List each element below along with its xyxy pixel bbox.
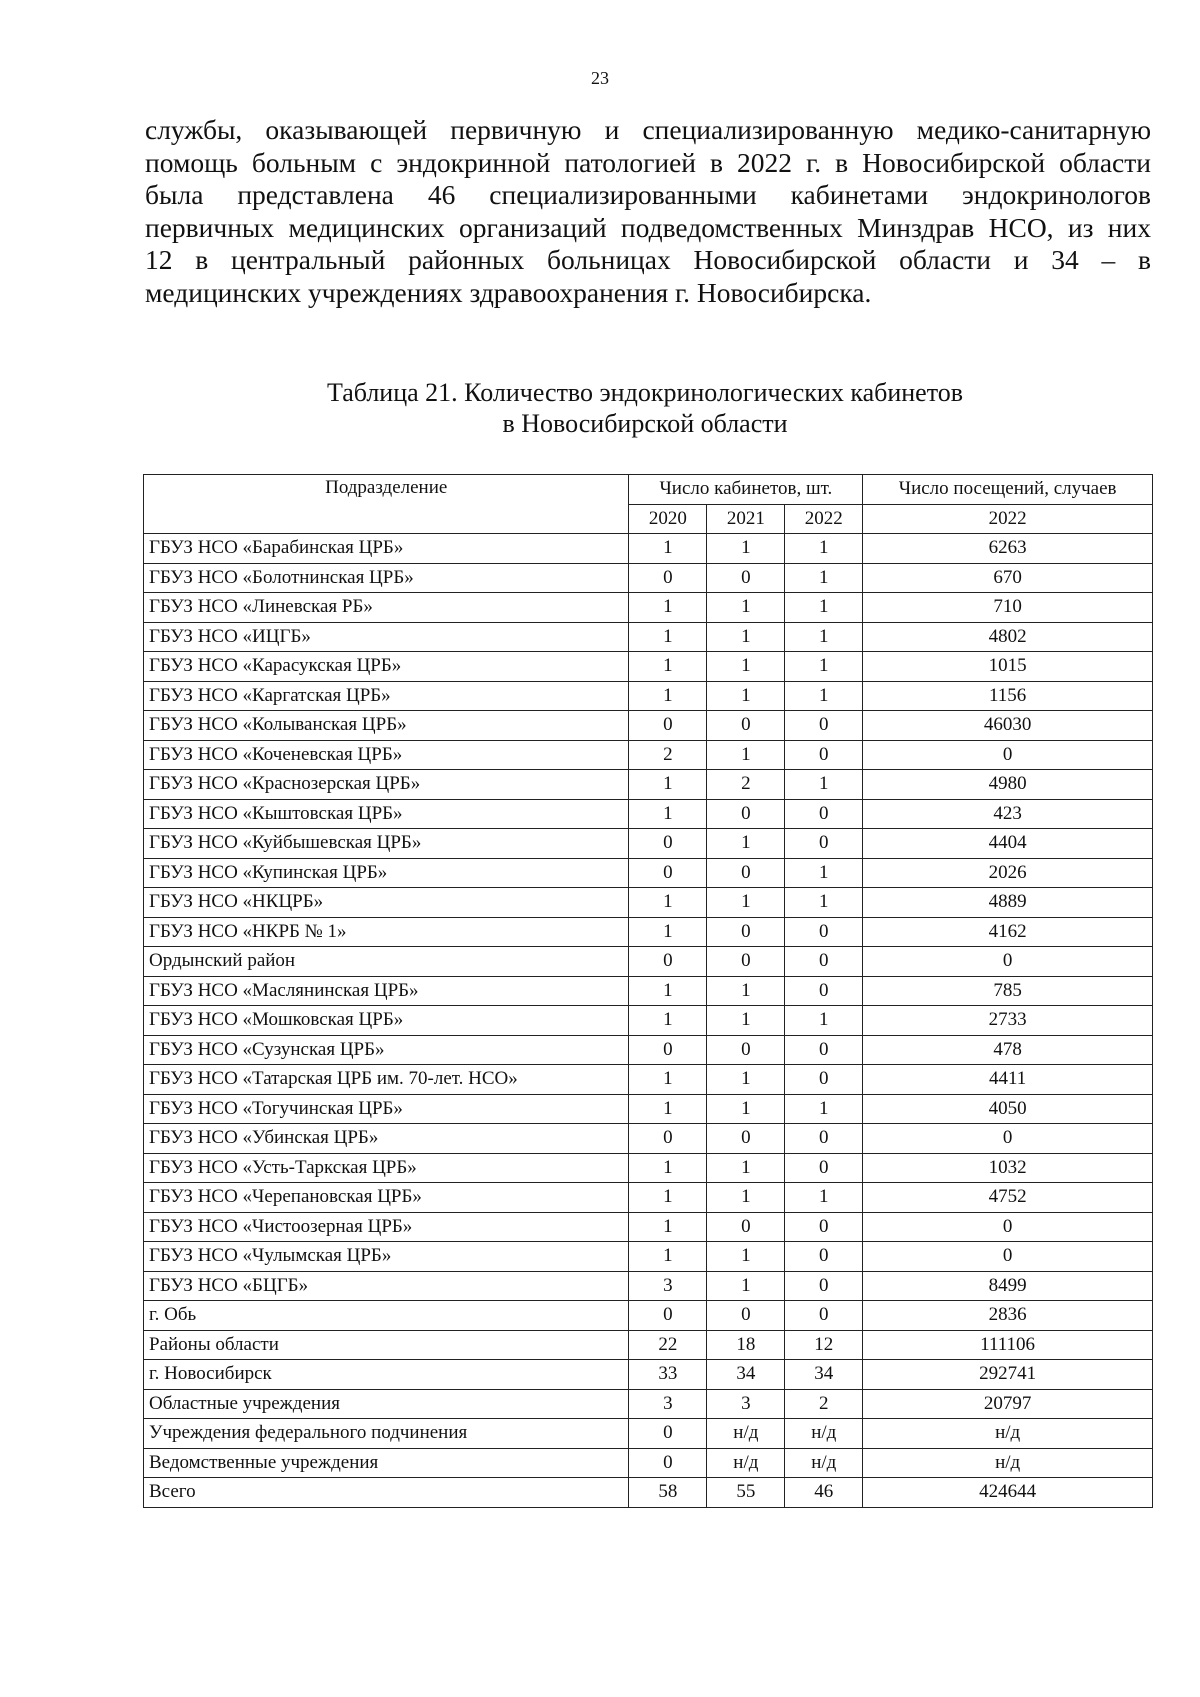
table-row: [144, 1094, 1153, 1124]
table-row: [144, 947, 1153, 977]
cell-2022: 1: [785, 534, 863, 564]
caption-line-2: в Новосибирской области: [502, 409, 788, 438]
table-row: [144, 652, 1153, 682]
cell-2022: н/д: [785, 1448, 863, 1478]
table-row: [144, 681, 1153, 711]
cell-division: Учреждения федерального подчинения: [144, 1419, 629, 1449]
cell-2020: 0: [629, 1419, 707, 1449]
table-row: [144, 711, 1153, 741]
cell-visits: 670: [863, 563, 1153, 593]
cell-2020: 1: [629, 1212, 707, 1242]
cell-2021: 1: [707, 740, 785, 770]
table-row: [144, 593, 1153, 623]
cell-division: ГБУЗ НСО «Болотнинская ЦРБ»: [144, 563, 629, 593]
cell-2021: 0: [707, 1301, 785, 1331]
cell-visits: 4162: [863, 917, 1153, 947]
cell-visits: 6263: [863, 534, 1153, 564]
cell-visits: 4752: [863, 1183, 1153, 1213]
cell-division: Районы области: [144, 1330, 629, 1360]
table-row: [144, 1330, 1153, 1360]
header-division: Подразделение: [144, 475, 629, 534]
cell-2020: 33: [629, 1360, 707, 1390]
cell-division: ГБУЗ НСО «Краснозерская ЦРБ»: [144, 770, 629, 800]
cabinets-table: [143, 474, 1153, 1508]
cell-2021: 0: [707, 1035, 785, 1065]
cell-division: Всего: [144, 1478, 629, 1508]
cell-division: ГБУЗ НСО «НКРБ № 1»: [144, 917, 629, 947]
cell-2020: 1: [629, 799, 707, 829]
table-row: [144, 534, 1153, 564]
table-row: [144, 799, 1153, 829]
cell-visits: 2026: [863, 858, 1153, 888]
cell-division: г. Новосибирск: [144, 1360, 629, 1390]
cell-visits: 710: [863, 593, 1153, 623]
cell-division: ГБУЗ НСО «НКЦРБ»: [144, 888, 629, 918]
cell-2022: 1: [785, 622, 863, 652]
table-row: [144, 1478, 1153, 1508]
cell-2020: 3: [629, 1271, 707, 1301]
cell-division: ГБУЗ НСО «Чистоозерная ЦРБ»: [144, 1212, 629, 1242]
cell-2022: 0: [785, 1271, 863, 1301]
cell-2022: 1: [785, 593, 863, 623]
cell-division: ГБУЗ НСО «Купинская ЦРБ»: [144, 858, 629, 888]
cell-2020: 1: [629, 770, 707, 800]
table-row: [144, 917, 1153, 947]
cell-2021: 0: [707, 563, 785, 593]
cell-2021: 1: [707, 829, 785, 859]
cell-2021: 1: [707, 976, 785, 1006]
header-cabinets: Число кабинетов, шт.: [629, 475, 863, 505]
paragraph-line: медицинских учреждениях здравоохранения г. Новосибирска.: [145, 276, 872, 308]
paragraph-line: 12 в центральный районных больницах Новосибирской области и 34 – в: [145, 244, 1151, 275]
cell-division: ГБУЗ НСО «Маслянинская ЦРБ»: [144, 976, 629, 1006]
cell-visits: 4980: [863, 770, 1153, 800]
cell-2022: 1: [785, 770, 863, 800]
cell-2021: н/д: [707, 1448, 785, 1478]
cell-division: ГБУЗ НСО «Черепановская ЦРБ»: [144, 1183, 629, 1213]
cell-2020: 1: [629, 888, 707, 918]
table-row: [144, 1242, 1153, 1272]
cell-visits: 424644: [863, 1478, 1153, 1508]
cell-2021: 1: [707, 1153, 785, 1183]
cell-2022: 0: [785, 1153, 863, 1183]
cell-2022: 1: [785, 652, 863, 682]
cell-2021: 1: [707, 681, 785, 711]
cell-visits: 20797: [863, 1389, 1153, 1419]
cell-2021: н/д: [707, 1419, 785, 1449]
cell-2020: 0: [629, 1301, 707, 1331]
table-row: [144, 1212, 1153, 1242]
cell-visits: 423: [863, 799, 1153, 829]
table-header-row: [144, 475, 1153, 505]
cell-2022: 0: [785, 1065, 863, 1095]
caption-line-1: Таблица 21. Количество эндокринологических кабинетов: [326, 378, 964, 407]
cell-division: г. Обь: [144, 1301, 629, 1331]
table-row: [144, 829, 1153, 859]
cell-2021: 1: [707, 593, 785, 623]
cell-visits: 4889: [863, 888, 1153, 918]
cell-visits: 4411: [863, 1065, 1153, 1095]
cell-visits: 0: [863, 1242, 1153, 1272]
cell-2021: 1: [707, 1006, 785, 1036]
table-row: [144, 1389, 1153, 1419]
cell-visits: 4050: [863, 1094, 1153, 1124]
cell-division: ГБУЗ НСО «Куйбышевская ЦРБ»: [144, 829, 629, 859]
cell-2022: 0: [785, 829, 863, 859]
cell-2022: 0: [785, 1301, 863, 1331]
table-caption: [0, 377, 1200, 439]
cell-2020: 1: [629, 1153, 707, 1183]
cell-division: ГБУЗ НСО «Колыванская ЦРБ»: [144, 711, 629, 741]
table-row: [144, 1271, 1153, 1301]
cell-2020: 0: [629, 1448, 707, 1478]
cell-2020: 1: [629, 1094, 707, 1124]
paragraph-line: помощь больным с эндокринной патологией в 2022 г. в Новосибирской области: [145, 146, 1151, 178]
cell-division: ГБУЗ НСО «Линевская РБ»: [144, 593, 629, 623]
cell-2020: 0: [629, 829, 707, 859]
table-row: [144, 1065, 1153, 1095]
cell-2022: 1: [785, 1006, 863, 1036]
cell-2020: 0: [629, 1124, 707, 1154]
cell-2021: 0: [707, 1124, 785, 1154]
cell-visits: 478: [863, 1035, 1153, 1065]
cell-visits: 4802: [863, 622, 1153, 652]
cell-visits: 1032: [863, 1153, 1153, 1183]
cell-2021: 1: [707, 534, 785, 564]
cell-2020: 1: [629, 652, 707, 682]
cell-visits: 2836: [863, 1301, 1153, 1331]
cell-visits: 4404: [863, 829, 1153, 859]
cell-2022: 0: [785, 976, 863, 1006]
table-row: [144, 1006, 1153, 1036]
cell-2020: 3: [629, 1389, 707, 1419]
cell-2021: 0: [707, 799, 785, 829]
cell-2020: 1: [629, 593, 707, 623]
cell-visits: 0: [863, 1124, 1153, 1154]
table-row: [144, 1448, 1153, 1478]
cell-2022: 0: [785, 1124, 863, 1154]
cell-visits: 0: [863, 740, 1153, 770]
cell-2022: 0: [785, 1212, 863, 1242]
cell-2020: 1: [629, 976, 707, 1006]
cell-visits: 785: [863, 976, 1153, 1006]
cell-2020: 1: [629, 917, 707, 947]
cell-2021: 2: [707, 770, 785, 800]
cell-2020: 1: [629, 1242, 707, 1272]
header-visits: Число посещений, случаев: [863, 475, 1153, 505]
cell-2021: 1: [707, 1094, 785, 1124]
cell-2021: 0: [707, 917, 785, 947]
cell-2021: 1: [707, 622, 785, 652]
cell-division: ГБУЗ НСО «Убинская ЦРБ»: [144, 1124, 629, 1154]
cell-2022: 12: [785, 1330, 863, 1360]
cell-2022: 46: [785, 1478, 863, 1508]
paragraph-line: была представлена 46 специализированными кабинетами эндокринологов: [145, 179, 1151, 210]
cell-2020: 0: [629, 1035, 707, 1065]
cell-2022: 2: [785, 1389, 863, 1419]
cell-2021: 0: [707, 711, 785, 741]
cell-division: Ведомственные учреждения: [144, 1448, 629, 1478]
cell-2021: 55: [707, 1478, 785, 1508]
cell-2021: 0: [707, 1212, 785, 1242]
header-visits-year: 2022: [863, 504, 1153, 534]
cell-2020: 0: [629, 947, 707, 977]
body-paragraph: [145, 114, 1151, 309]
cell-2020: 0: [629, 563, 707, 593]
header-year-2020: 2020: [629, 504, 707, 534]
cell-2020: 1: [629, 1065, 707, 1095]
header-year-2022: 2022: [785, 504, 863, 534]
cell-visits: 111106: [863, 1330, 1153, 1360]
cell-2022: 0: [785, 711, 863, 741]
table-row: [144, 770, 1153, 800]
cell-2022: 1: [785, 681, 863, 711]
table-body: [144, 534, 1153, 1508]
cell-2020: 0: [629, 711, 707, 741]
cell-division: ГБУЗ НСО «Коченевская ЦРБ»: [144, 740, 629, 770]
cell-visits: 292741: [863, 1360, 1153, 1390]
cell-division: ГБУЗ НСО «ИЦГБ»: [144, 622, 629, 652]
cell-division: ГБУЗ НСО «Кыштовская ЦРБ»: [144, 799, 629, 829]
cell-visits: 2733: [863, 1006, 1153, 1036]
cell-2022: 0: [785, 1242, 863, 1272]
cell-2020: 1: [629, 1006, 707, 1036]
cell-division: ГБУЗ НСО «Барабинская ЦРБ»: [144, 534, 629, 564]
cell-visits: 1015: [863, 652, 1153, 682]
table-row: [144, 1183, 1153, 1213]
cell-2020: 1: [629, 622, 707, 652]
table-row: [144, 1153, 1153, 1183]
cell-2022: 0: [785, 740, 863, 770]
header-year-2021: 2021: [707, 504, 785, 534]
table-row: [144, 858, 1153, 888]
cell-2022: 0: [785, 917, 863, 947]
cell-2020: 2: [629, 740, 707, 770]
cell-2020: 1: [629, 1183, 707, 1213]
cell-2021: 1: [707, 1242, 785, 1272]
cell-2021: 34: [707, 1360, 785, 1390]
cell-2021: 1: [707, 1183, 785, 1213]
cell-2021: 18: [707, 1330, 785, 1360]
table-row: [144, 563, 1153, 593]
cell-visits: 0: [863, 947, 1153, 977]
table-row: [144, 976, 1153, 1006]
cell-division: ГБУЗ НСО «Чулымская ЦРБ»: [144, 1242, 629, 1272]
cell-division: ГБУЗ НСО «БЦГБ»: [144, 1271, 629, 1301]
cell-2020: 22: [629, 1330, 707, 1360]
cell-division: Ордынский район: [144, 947, 629, 977]
cell-2021: 3: [707, 1389, 785, 1419]
cell-2021: 1: [707, 888, 785, 918]
table-row: [144, 888, 1153, 918]
cell-2022: 1: [785, 563, 863, 593]
cell-2021: 1: [707, 652, 785, 682]
cell-division: ГБУЗ НСО «Усть-Таркская ЦРБ»: [144, 1153, 629, 1183]
table-row: [144, 1035, 1153, 1065]
table-row: [144, 1124, 1153, 1154]
cell-division: ГБУЗ НСО «Сузунская ЦРБ»: [144, 1035, 629, 1065]
page-number: 23: [591, 68, 609, 88]
paragraph-line: службы, оказывающей первичную и специализированную медико-санитарную: [145, 114, 1151, 145]
table-row: [144, 1419, 1153, 1449]
cell-2022: 34: [785, 1360, 863, 1390]
cell-2021: 1: [707, 1065, 785, 1095]
cell-visits: 8499: [863, 1271, 1153, 1301]
cell-division: ГБУЗ НСО «Тогучинская ЦРБ»: [144, 1094, 629, 1124]
cell-2020: 0: [629, 858, 707, 888]
cell-division: ГБУЗ НСО «Мошковская ЦРБ»: [144, 1006, 629, 1036]
cell-division: ГБУЗ НСО «Каргатская ЦРБ»: [144, 681, 629, 711]
cell-2022: 0: [785, 799, 863, 829]
cell-division: Областные учреждения: [144, 1389, 629, 1419]
cell-2020: 1: [629, 534, 707, 564]
paragraph-line: первичных медицинских организаций подведомственных Минздрав НСО, из них: [145, 211, 1151, 243]
cell-2021: 0: [707, 947, 785, 977]
cell-visits: н/д: [863, 1419, 1153, 1449]
cell-2022: 1: [785, 1094, 863, 1124]
cell-2022: 0: [785, 1035, 863, 1065]
table-row: [144, 740, 1153, 770]
cell-visits: н/д: [863, 1448, 1153, 1478]
table-row: [144, 1301, 1153, 1331]
table-row: [144, 622, 1153, 652]
cell-2022: 1: [785, 1183, 863, 1213]
cell-2020: 1: [629, 681, 707, 711]
cell-2022: 1: [785, 858, 863, 888]
cell-visits: 46030: [863, 711, 1153, 741]
cell-visits: 1156: [863, 681, 1153, 711]
cell-2022: 0: [785, 947, 863, 977]
cell-division: ГБУЗ НСО «Карасукская ЦРБ»: [144, 652, 629, 682]
cell-2020: 58: [629, 1478, 707, 1508]
cell-2021: 1: [707, 1271, 785, 1301]
cell-2021: 0: [707, 858, 785, 888]
cell-visits: 0: [863, 1212, 1153, 1242]
cell-2022: 1: [785, 888, 863, 918]
table-row: [144, 1360, 1153, 1390]
cell-2022: н/д: [785, 1419, 863, 1449]
cell-division: ГБУЗ НСО «Татарская ЦРБ им. 70-лет. НСО»: [144, 1065, 629, 1095]
